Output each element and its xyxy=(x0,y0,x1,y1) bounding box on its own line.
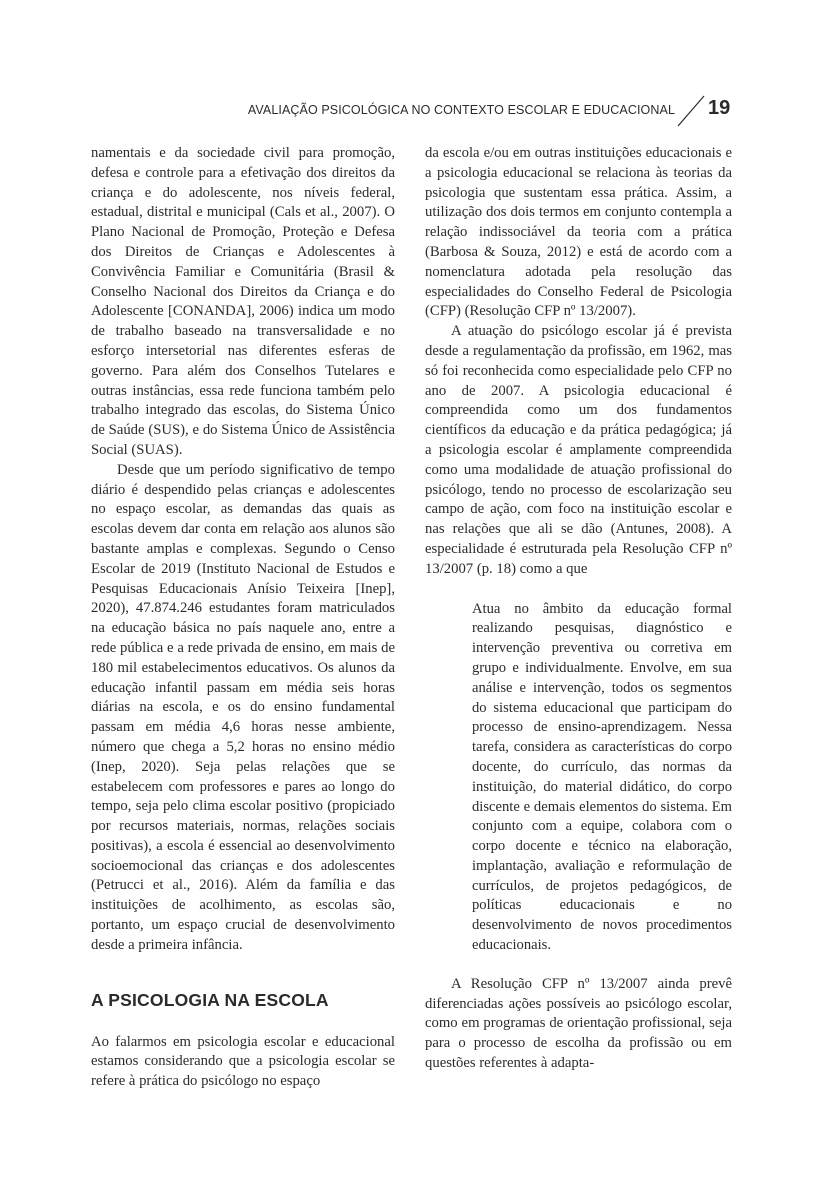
right-column xyxy=(425,144,732,1074)
header-slash-divider xyxy=(676,94,706,128)
right-paragraph-3: A Resolução CFP nº 13/2007 ainda prevê diferenciadas ações possíveis ao psicólogo escolar, como em programas de orientação profissional, seja para o processo de escolha da profissão ou em questões referentes à adapta- xyxy=(425,975,732,1072)
block-quote: Atua no âmbito da educação formal realizando pesquisas, diagnóstico e intervenção preventiva ou corretiva em grupo e individualmente. Envolve, em sua análise e intervenção, todos os segmentos do sistema educacional que participam do processo de ensino-aprendizagem. Nessa tarefa, considera as características do corpo docente, do currículo, das normas da instituição, do material didático, do corpo discente e demais elementos do sistema. Em conjunto com a equipe, colabora com o corpo docente e técnico na elaboração, implantação, avaliação e reformulação de currículos, de projetos pedagógicos, de políticas educacionais e no desenvolvimento de novos procedimentos educacionais. xyxy=(472,600,732,954)
right-paragraph-2: A atuação do psicólogo escolar já é prevista desde a regulamentação da profissão, em 1962, mas só foi reconhecida como especialidade pelo CFP no ano de 2007. A psicologia educacional é compreendida como um dos fundamentos científicos da educação e da prática pedagógica; já a psicologia escolar é amplamente compreendida como uma modalidade de atuação profissional do psicólogo, tendo no processo de escolarização seu campo de ação, com foco na instituição escolar e nas relações que ali se dão (Antunes, 2008). A especialidade é estruturada pela Resolução CFP nº 13/2007 (p. 18) como a que xyxy=(425,323,732,577)
page-number: 19 xyxy=(708,97,731,119)
left-paragraph-3: Ao falarmos em psicologia escolar e educacional estamos considerando que a psicologia escolar se refere à prática do psicólogo no espaço xyxy=(91,1033,395,1090)
section-heading: A PSICOLOGIA NA ESCOLA xyxy=(91,989,329,1010)
header-title: AVALIAÇÃO PSICOLÓGICA NO CONTEXTO ESCOLAR E EDUCACIONAL xyxy=(247,103,675,117)
running-header xyxy=(0,98,825,128)
left-column xyxy=(91,144,395,1092)
right-paragraph-1: da escola e/ou em outras instituições educacionais e a psicologia educacional se relaciona às teorias da psicologia que sustentam essa prática. Assim, a utilização dos dois termos em conjunto contempla a relação indissociável da teoria com a prática (Barbosa & Souza, 2012) e está de acordo com a nomenclatura adotada pela resolução das especialidades do Conselho Federal de Psicologia (CFP) (Resolução CFP nº 13/2007). xyxy=(425,145,732,320)
left-paragraph-2: Desde que um período significativo de tempo diário é despendido pelas crianças e adolescentes no espaço escolar, as demandas das quais as escolas devem dar conta em relação aos alunos são bastante amplas e complexas. Segundo o Censo Escolar de 2019 (Instituto Nacional de Estudos e Pesquisas Educacionais Anísio Teixeira [Inep], 2020), 47.874.246 estudantes foram matriculados na educação básica no país naquele ano, entre a rede pública e a rede privada de ensino, em mais de 180 mil estabelecimentos educativos. Os alunos da educação infantil passam em média seis horas diárias na escola, e os do ensino fundamental passam em média 4,6 horas nesse ambiente, número que chega a 5,2 horas no ensino médio (Inep, 2020). Seja pelas relações que se estabelecem com professores e pares ao longo do tempo, seja pelo clima escolar positivo (propiciado por recursos materiais, normas, relações sociais positivas), a escola é essencial ao desenvolvimento socioemocional das crianças e dos adolescentes (Petrucci et al., 2016). Além da família e das instituições de acolhimento, as escolas são, portanto, um espaço crucial de desenvolvimento desde a primeira infância. xyxy=(91,461,395,953)
left-paragraph-1: namentais e da sociedade civil para promoção, defesa e controle para a efetivação dos direitos da criança e do adolescente, nos níveis federal, estadual, distrital e municipal (Cals et al., 2007). O Plano Nacional de Promoção, Proteção e Defesa dos Direitos de Crianças e Adolescentes à Convivência Familiar e Comunitária (Brasil & Conselho Nacional dos Direitos da Criança e do Adolescente [CONANDA], 2006) indica um modo de trabalho baseado na transversalidade e no esforço intersetorial nas diferentes esferas de governo. Para além dos Conselhos Tutelares e outras instâncias, essa rede funciona também pelo trabalho integrado das escolas, do Sistema Único de Saúde (SUS), e do Sistema Único de Assistência Social (SUAS). xyxy=(91,145,395,458)
